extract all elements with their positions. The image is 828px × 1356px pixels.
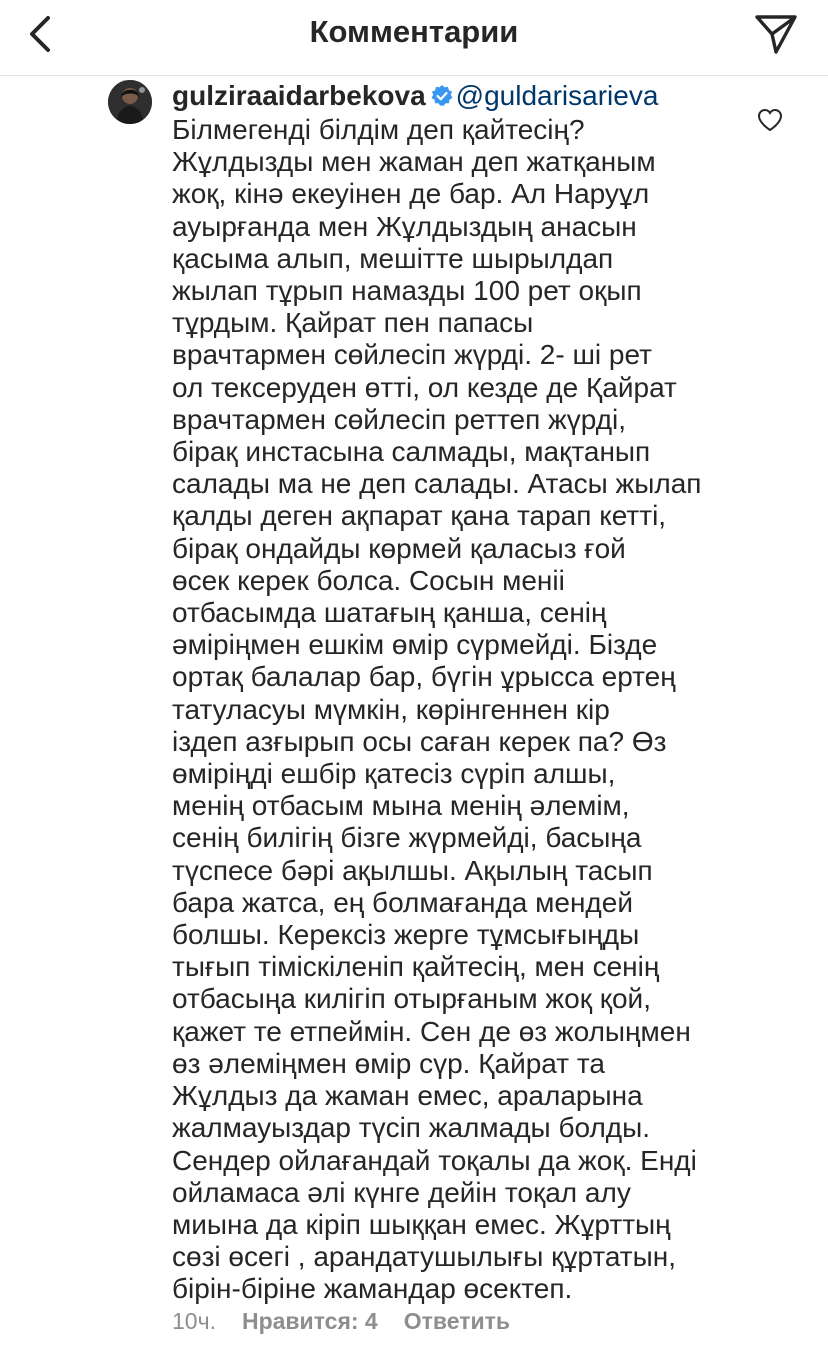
avatar-photo-icon [108, 80, 152, 124]
likes-count-button[interactable]: Нравится: 4 [241, 1308, 378, 1334]
username[interactable]: gulziraaidarbekova [172, 80, 426, 111]
page-title: Комментарии [309, 14, 519, 49]
comment-byline [172, 78, 742, 114]
verified-badge-icon [430, 84, 454, 108]
comment-body [172, 78, 742, 1306]
avatar[interactable] [108, 80, 152, 124]
reply-button[interactable]: Ответить [403, 1308, 511, 1334]
header [0, 0, 828, 76]
mention-link[interactable]: @guldarisarieva [455, 80, 659, 111]
heart-icon [757, 108, 783, 132]
comment-time: 10ч. [172, 1308, 216, 1334]
comment [0, 76, 828, 1356]
comment-text: Білмегенді білдім деп қайтесің? Жұлдызды мен жаман деп жатқаным жоқ, кінә екеуінен де бар. Ал Наруұл ауырғанда мен Жұлдыздың анасын қасыма алып, мешітте шырылдап жылап тұрып намазды 100 рет оқып тұрдым. Қайрат пен папасы врачтармен сөйлесіп жүрді. 2- ші рет ол тексеруден өтті, ол кезде де Қайрат врачтармен сөйлесіп реттеп жүрді, бірақ инстасына салмады, мақтанып салады ма не деп салады. Атасы жылап қалды деген ақпарат қана тарап кетті, бірақ ондайды көрмей қаласыз ғой өсек керек болса. Сосын меніі отбасымда шатағың қанша, сенің әміріңмен ешкім өмір сүрмейді. Бізде ортақ балалар бар, бүгін ұрысса ертең татуласуы мүмкін, көрінгеннен кір іздеп азғырып осы саған керек па? Өз өміріңді ешбір қатесіз сүріп алшы, менің отбасым мына менің әлемім, сенің билігің бізге жүрмейді, басыңа түспесе бәрі ақылшы. Ақылың тасып бара жатса, ең болмағанда мендей болшы. Керексіз жерге тұмсығыңды тығып тіміскіленіп қайтесің, мен сенің отбасыңа килігіп отырғаным жоқ қой, қажет те етпеймін. Сен де өз жолыңмен өз әлеміңмен өмір сүр. Қайрат та Жұлдыз да жаман емес, араларына жалмауыздар түсіп жалмады болды. Сендер ойлағандай тоқалы да жоқ. Енді ойламаса әлі күнге дейін тоқал алу миына да кіріп шыққан емес. Жұрттың сөзі өсегі , арандатушылығы құртатын, бірін-біріне жамандар өсектеп. [172, 114, 702, 1305]
like-button[interactable] [754, 104, 786, 136]
paper-plane-icon [754, 12, 798, 56]
comment-meta [172, 1308, 510, 1335]
share-button[interactable] [752, 10, 800, 58]
